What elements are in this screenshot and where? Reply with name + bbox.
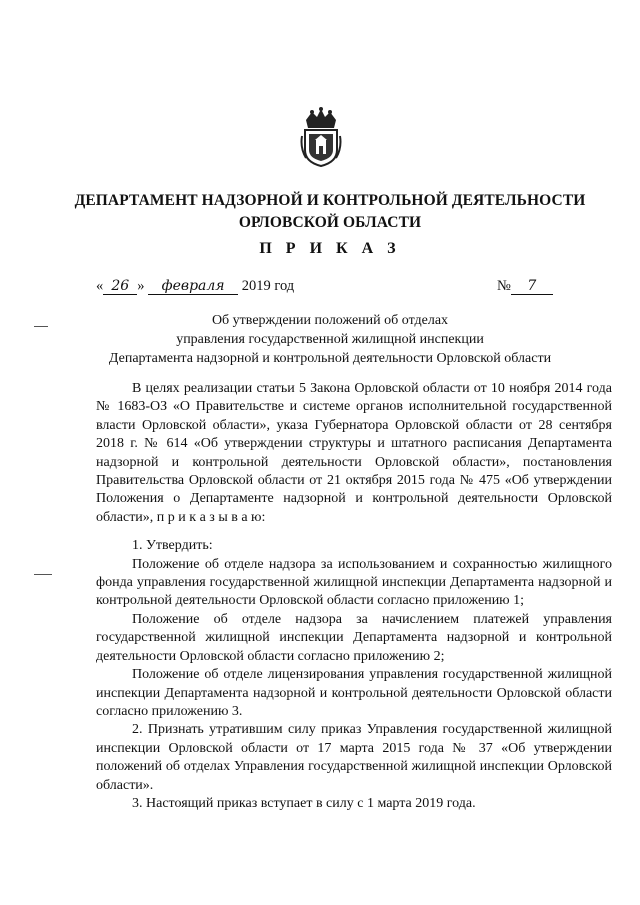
- order-number-value: 7: [511, 279, 553, 295]
- document-type: П Р И К А З: [259, 240, 401, 257]
- margin-mark: [34, 326, 48, 327]
- item3-paragraph: 3. Настоящий приказ вступает в силу с 1 марта 2019 года.: [132, 795, 476, 811]
- date-year: 2019 год: [241, 278, 295, 294]
- order-number: [497, 278, 553, 295]
- department-name-line2: ОРЛОВСКОЙ ОБЛАСТИ: [238, 214, 422, 231]
- item1-paragraph-c: Положение об отделе лицензирования управления государственной жилищной инспекции Департамента надзорной и контрольной деятельности Орловской области согласно приложению 3.: [96, 667, 612, 719]
- item2-paragraph: 2. Признать утратившим силу приказ Управления государственной жилищной инспекции Орловской области от 17 марта 2015 года № 37 «Об утверждении положений об отделах Управления государственной жилищной инспекции Орловской области».: [96, 722, 612, 793]
- coat-of-arms-icon: [300, 106, 342, 168]
- item1-heading: 1. Утвердить:: [132, 538, 213, 554]
- subject-line3: Департамента надзорной и контрольной деятельности Орловской области: [108, 351, 552, 366]
- item1-paragraph-b: Положение об отделе надзора за начислением платежей управления государственной жилищной инспекции Департамента надзорной и контрольной деятельности Орловской области согласно приложению 2;: [96, 611, 612, 664]
- subject-line2: управления государственной жилищной инспекции: [176, 332, 484, 347]
- department-name: [60, 190, 600, 234]
- item1-paragraph-a: Положение об отделе надзора за использованием и сохранностью жилищного фонда управления государственной жилищной инспекции Департамента надзорной и контрольной деятельности Орловской области согласно приложению 1;: [96, 556, 612, 609]
- date-open-quote: «: [96, 278, 104, 294]
- date-close-quote: »: [137, 278, 145, 294]
- date-day: 26: [103, 279, 137, 295]
- order-date: [96, 278, 294, 295]
- margin-mark: [34, 574, 52, 575]
- subject-line1: Об утверждении положений об отделах: [211, 313, 449, 328]
- preamble-paragraph: В целях реализации статьи 5 Закона Орловской области от 10 ноября 2014 года № 1683-ОЗ «О Правительстве и системе органов исполнительной государственной власти Орловской области», указа Губернатора Орловской области от 28 сентября 2018 г. № 614 «Об утверждении структуры и штатного расписания Департамента надзорной и контрольной деятельности Орловской области», постановления Правительства Орловской области от 21 октября 2015 года № 475 «Об утверждении Положения о Департаменте надзорной и контрольной деятельности Орловской области», п р и к а з ы в а ю:: [96, 381, 612, 525]
- order-number-label: №: [497, 278, 511, 294]
- date-month: февраля: [148, 279, 238, 295]
- order-subject: [60, 311, 600, 368]
- order-body: [96, 380, 612, 813]
- department-name-line1: ДЕПАРТАМЕНТ НАДЗОРНОЙ И КОНТРОЛЬНОЙ ДЕЯТЕЛЬНОСТИ: [74, 192, 586, 209]
